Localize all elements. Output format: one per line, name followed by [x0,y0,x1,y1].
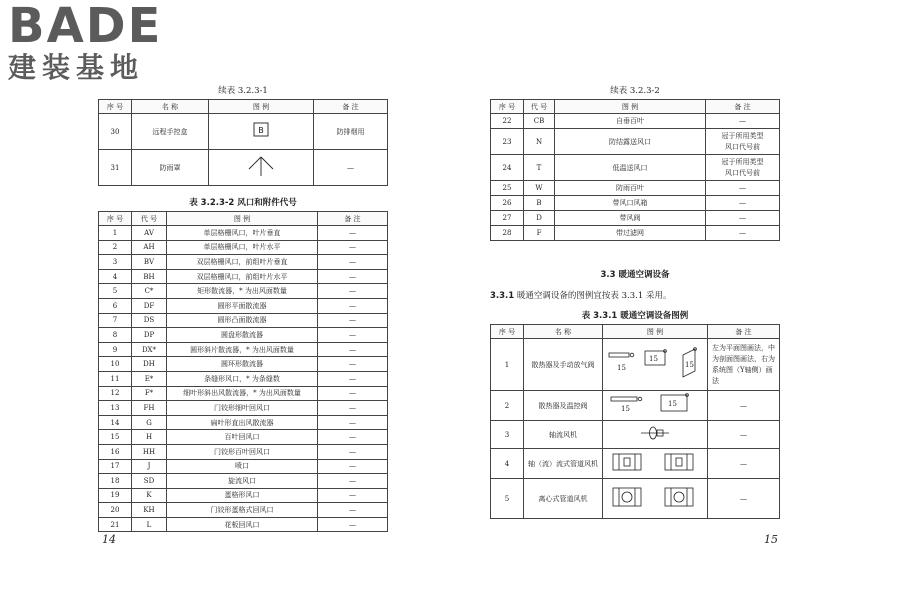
logo-wordmark: BADE [8,0,163,54]
cell-symbol [603,449,708,479]
table-row [99,503,388,518]
col-header: 名 称 [524,325,603,339]
cell-desc: 圆环形散流器 [167,357,318,372]
page-number-left: 14 [102,533,116,546]
table-row [99,150,388,186]
cell-desc: 圆形凸面散流器 [167,313,318,328]
col-header: 名 称 [132,100,209,114]
col-header: 备 注 [314,100,388,114]
cell-no: 30 [99,114,132,150]
cell-note: — [706,211,780,226]
cell-note: — [706,114,780,129]
cell-no: 22 [491,114,524,129]
cell-note: — [318,415,388,430]
cell-code: T [524,155,555,181]
radiator-thermostatic-valve-symbol [605,391,705,417]
table-row [99,255,388,270]
cell-note: 冠于所用类型 风口代号前 [706,155,780,181]
cell-note: 左为平面图画法，中为剖面图画法，右为系统图（Y轴侧）画法 [708,339,780,391]
cell-code: AV [132,226,167,241]
cell-code: K [132,488,167,503]
cell-desc: 百叶回风口 [167,430,318,445]
cell-no: 27 [491,211,524,226]
cell-code: HH [132,444,167,459]
col-header: 备 注 [708,325,780,339]
cell-code: F* [132,386,167,401]
air-outlet-rows-cont [491,114,780,241]
cell-desc: 花板回风口 [167,517,318,532]
left-page [98,84,388,532]
cell-no: 6 [99,298,132,313]
cell-desc: 矩形散流器，* 为出风面数量 [167,284,318,299]
radiator-manual-vent-symbol [605,343,705,383]
cell-desc: 带过滤网 [555,226,706,241]
cell-code: SD [132,474,167,489]
cell-note: — [708,479,780,519]
cell-no: 31 [99,150,132,186]
table-row [491,181,780,196]
cell-code: DH [132,357,167,372]
cell-no: 5 [491,479,524,519]
cell-no: 4 [491,449,524,479]
cell-code: BV [132,255,167,270]
right-cont-caption: 续表 3.2.3-2 [610,86,660,96]
cell-note: — [318,328,388,343]
cell-no: 21 [99,517,132,532]
col-header: 图 例 [555,100,706,114]
cell-desc: 旋流风口 [167,474,318,489]
cell-symbol [603,391,708,421]
cell-desc: 带风阀 [555,211,706,226]
cell-note: — [318,488,388,503]
cell-note: — [318,371,388,386]
cell-no: 9 [99,342,132,357]
section-clause [490,289,790,301]
col-header: 备 注 [706,100,780,114]
cell-code: CB [524,114,555,129]
table-row [99,401,388,416]
col-header: 图 例 [603,325,708,339]
cell-note: — [708,449,780,479]
cell-note: — [318,503,388,518]
cell-note: — [318,357,388,372]
cell-note: — [318,517,388,532]
cell-code: N [524,129,555,155]
left-cont-table [98,99,388,186]
col-header: 代 号 [524,100,555,114]
table-row [491,391,780,421]
cell-desc: 蛋格形风口 [167,488,318,503]
logo-subtitle: 建装基地 [8,51,145,84]
table-row [99,240,388,255]
cell-no: 18 [99,474,132,489]
cell-no: 4 [99,269,132,284]
cell-symbol [603,479,708,519]
cell-code: J [132,459,167,474]
cell-note: — [318,284,388,299]
cell-note: — [318,226,388,241]
cell-name: 远程手控盒 [132,114,209,150]
cell-desc: 条缝形风口，* 为条缝数 [167,371,318,386]
cell-desc: 双层格栅风口，前组叶片垂直 [167,255,318,270]
cell-note: — [318,444,388,459]
cell-no: 23 [491,129,524,155]
clause-number: 3.3.1 [490,291,515,301]
cell-desc: 门铰形百叶回风口 [167,444,318,459]
cell-desc: 防结露送风口 [555,129,706,155]
cell-desc: 自垂百叶 [555,114,706,129]
cell-no: 13 [99,401,132,416]
cell-name: 散热器及手动放气阀 [524,339,603,391]
table-row [99,114,388,150]
cell-code: C* [132,284,167,299]
air-outlet-code-table [98,211,388,532]
table-row [491,226,780,241]
cell-note: — [706,196,780,211]
table-row [99,328,388,343]
table-row [99,474,388,489]
cell-note: — [318,342,388,357]
cell-code: D [524,211,555,226]
cell-desc: 喷口 [167,459,318,474]
cell-symbol [209,150,314,186]
cell-desc: 双层格栅风口，前组叶片水平 [167,269,318,284]
cell-no: 10 [99,357,132,372]
section-title: 3.3 暖通空调设备 [600,270,670,280]
cell-note: — [318,401,388,416]
cell-no: 28 [491,226,524,241]
col-header: 序 号 [99,212,132,226]
cell-no: 1 [99,226,132,241]
symbol-label: B [258,126,264,135]
cell-name: 防雨罩 [132,150,209,186]
cell-desc: 低温送风口 [555,155,706,181]
table2-caption: 表 3.2.3-2 风口和附件代号 [189,198,297,208]
cell-note: — [318,386,388,401]
cell-no: 5 [99,284,132,299]
table-row [99,430,388,445]
cell-symbol [209,114,314,150]
table-row [99,298,388,313]
cell-no: 15 [99,430,132,445]
centrifugal-inline-fan-symbol [605,485,705,509]
cell-code: DS [132,313,167,328]
cell-desc: 单层格栅风口，叶片水平 [167,240,318,255]
cell-note: 防排烟用 [314,114,388,150]
table-row [491,339,780,391]
cell-no: 12 [99,386,132,401]
table-row [491,421,780,449]
cell-desc: 门铰形细叶回风口 [167,401,318,416]
air-outlet-rows [99,226,388,532]
cell-desc: 圆盘形散流器 [167,328,318,343]
col-header: 备 注 [318,212,388,226]
right-page [490,84,780,241]
left-cont-caption: 续表 3.2.3-1 [218,86,268,96]
table-row [491,129,780,155]
cell-symbol [603,339,708,391]
cell-code: L [132,517,167,532]
cell-no: 20 [99,503,132,518]
table-row [99,269,388,284]
svg-text:15: 15 [621,405,630,413]
col-header: 序 号 [491,325,524,339]
cell-note: — [318,255,388,270]
svg-text:15: 15 [649,355,658,363]
cell-no: 2 [491,391,524,421]
remote-control-box-symbol [251,122,271,138]
col-header: 序 号 [491,100,524,114]
cell-desc: 带风口风箱 [555,196,706,211]
rain-hood-symbol [246,154,276,178]
cell-no: 26 [491,196,524,211]
cell-code: KH [132,503,167,518]
cell-code: FH [132,401,167,416]
cell-code: G [132,415,167,430]
cell-symbol [603,421,708,449]
right-cont-table [490,99,780,241]
cell-note: 冠于所用类型 风口代号前 [706,129,780,155]
col-header: 代 号 [132,212,167,226]
col-header: 图 例 [209,100,314,114]
cell-name: 轴（流）流式管道风机 [524,449,603,479]
cell-no: 19 [99,488,132,503]
cell-note: — [318,474,388,489]
table-row [99,415,388,430]
cell-no: 1 [491,339,524,391]
cell-no: 25 [491,181,524,196]
cell-no: 17 [99,459,132,474]
svg-text:15: 15 [668,400,677,408]
cell-name: 离心式管道风机 [524,479,603,519]
cell-desc: 单层格栅风口，叶片垂直 [167,226,318,241]
table-row [491,211,780,226]
cell-note: — [318,430,388,445]
inline-axial-fan-symbol [605,450,705,474]
table3-caption: 表 3.3.1 暖通空调设备图例 [581,311,689,321]
cell-name: 轴流风机 [524,421,603,449]
cell-desc: 门铰形蛋格式回风口 [167,503,318,518]
cell-name: 散热器及温控阀 [524,391,603,421]
hvac-equipment-table [490,324,780,519]
cell-no: 2 [99,240,132,255]
axial-fan-symbol [635,422,675,444]
cell-code: B [524,196,555,211]
table-row [491,479,780,519]
cell-note: — [708,391,780,421]
cell-no: 7 [99,313,132,328]
table-row [99,284,388,299]
cell-code: AH [132,240,167,255]
table-row [491,449,780,479]
page-number-right: 15 [764,533,778,546]
cell-code: W [524,181,555,196]
cell-note: — [708,421,780,449]
svg-text:15: 15 [617,364,626,372]
cell-no: 8 [99,328,132,343]
cell-desc: 防雨百叶 [555,181,706,196]
table-row [99,386,388,401]
table-row [491,196,780,211]
table-row [99,459,388,474]
cell-note: — [318,459,388,474]
cell-note: — [314,150,388,186]
table-row [491,114,780,129]
table-row [99,357,388,372]
cell-code: H [132,430,167,445]
cell-code: F [524,226,555,241]
table-row [491,155,780,181]
cell-code: DX* [132,342,167,357]
cell-desc: 扁叶形直出风散流器 [167,415,318,430]
svg-text:15: 15 [685,361,694,369]
cell-no: 3 [491,421,524,449]
cell-note: — [318,298,388,313]
cell-no: 11 [99,371,132,386]
table-row [99,444,388,459]
cell-note: — [318,269,388,284]
cell-code: DP [132,328,167,343]
cell-note: — [318,240,388,255]
cell-note: — [706,181,780,196]
cell-code: BH [132,269,167,284]
table-row [99,342,388,357]
table-row [99,313,388,328]
cell-no: 14 [99,415,132,430]
right-page-lower [490,309,780,519]
cell-desc: 圆形斜片散流器，* 为出风面数量 [167,342,318,357]
table-row [99,371,388,386]
logo [8,2,162,84]
cell-no: 24 [491,155,524,181]
cell-desc: 圆形平面散流器 [167,298,318,313]
table-row [99,226,388,241]
col-header: 序 号 [99,100,132,114]
cell-no: 3 [99,255,132,270]
cell-no: 16 [99,444,132,459]
cell-code: DF [132,298,167,313]
cell-desc: 细叶形斜出风散流器，* 为出风面数量 [167,386,318,401]
cell-code: E* [132,371,167,386]
col-header: 图 例 [167,212,318,226]
cell-note: — [706,226,780,241]
table-row [99,517,388,532]
cell-note: — [318,313,388,328]
clause-text: 暖通空调设备的图例宜按表 3.3.1 采用。 [516,291,672,301]
table-row [99,488,388,503]
